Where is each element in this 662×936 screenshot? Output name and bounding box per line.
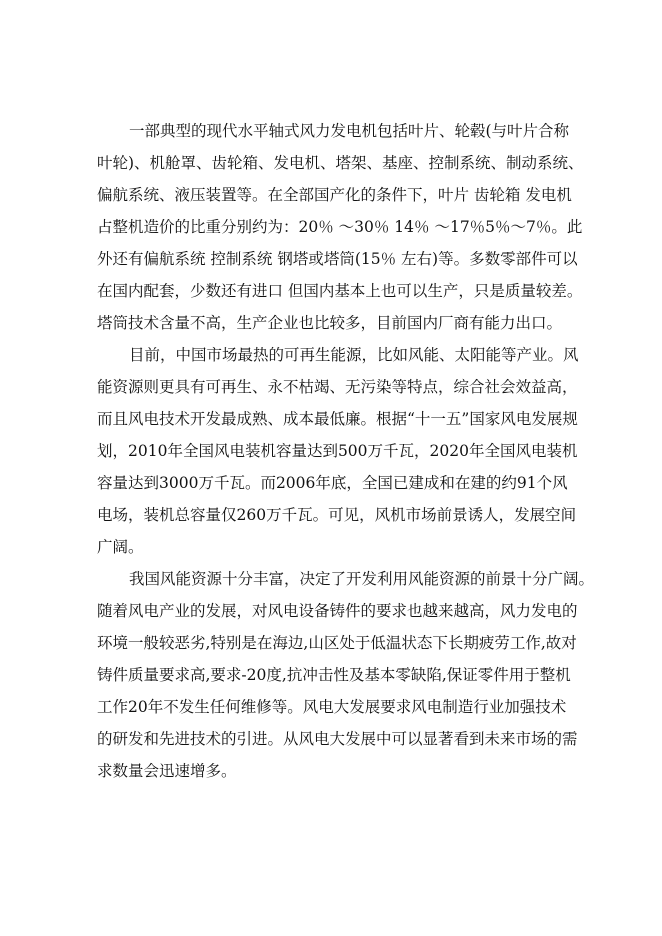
text-line: 一部典型的现代水平轴式风力发电机包括叶片、轮毂(与叶片合称 <box>129 122 570 140</box>
text-line: 在国内配套，少数还有进口 但国内基本上也可以生产，只是质量较差。 <box>97 282 583 300</box>
text-line: 我国风能资源十分丰富，决定了开发利用风能资源的前景十分广阔。 <box>129 570 595 588</box>
text-line: 的研发和先进技术的引进。从风电大发展中可以显著看到未来市场的需 <box>97 730 578 748</box>
text-line: 划，2010年全国风电装机容量达到500万千瓦，2020年全国风电装机 <box>97 442 578 460</box>
text-line: 目前，中国市场最热的可再生能源，比如风能、太阳能等产业。风 <box>129 346 579 364</box>
text-line: 能资源则更具有可再生、永不枯竭、无污染等特点，综合社会效益高， <box>97 378 578 396</box>
document-body <box>97 115 597 787</box>
text-line: 随着风电产业的发展，对风电设备铸件的要求也越来越高，风力发电的 <box>97 602 578 620</box>
text-line: 叶轮)、机舱罩、齿轮箱、发电机、塔架、基座、控制系统、制动系统、 <box>97 154 584 172</box>
text-line: 容量达到3000万千瓦。而2006年底，全国已建成和在建的约91个风 <box>97 474 568 492</box>
text-line: 偏航系统、液压装置等。在全部国产化的条件下，叶片 齿轮箱 发电机 <box>97 186 572 204</box>
paragraph-components <box>97 115 597 339</box>
text-line: 塔筒技术含量不高，生产企业也比较多，目前国内厂商有能力出口。 <box>97 314 563 332</box>
text-line: 占整机造价的比重分别约为：20％ ～30％ 14％ ～17％5％～7％。此 <box>97 218 583 236</box>
text-line: 铸件质量要求高,要求-20度,抗冲击性及基本零缺陷,保证零件用于整机 <box>97 666 571 684</box>
text-line: 外还有偏航系统 控制系统 钢塔或塔筒(15％ 左右)等。多数零部件可以 <box>97 250 578 268</box>
paragraph-market <box>97 339 597 563</box>
text-line: 而且风电技术开发最成熟、成本最低廉。根据“十一五”国家风电发展规 <box>97 410 578 428</box>
text-line: 广阔。 <box>97 538 144 556</box>
text-line: 电场，装机总容量仅260万千瓦。可见，风机市场前景诱人，发展空间 <box>97 506 577 524</box>
paragraph-castings <box>97 563 597 787</box>
text-line: 求数量会迅速增多。 <box>97 762 237 780</box>
text-line: 环境一般较恶劣,特别是在海边,山区处于低温状态下长期疲劳工作,故对 <box>97 634 577 652</box>
text-line: 工作20年不发生任何维修等。风电大发展要求风电制造行业加强技术 <box>97 698 567 716</box>
